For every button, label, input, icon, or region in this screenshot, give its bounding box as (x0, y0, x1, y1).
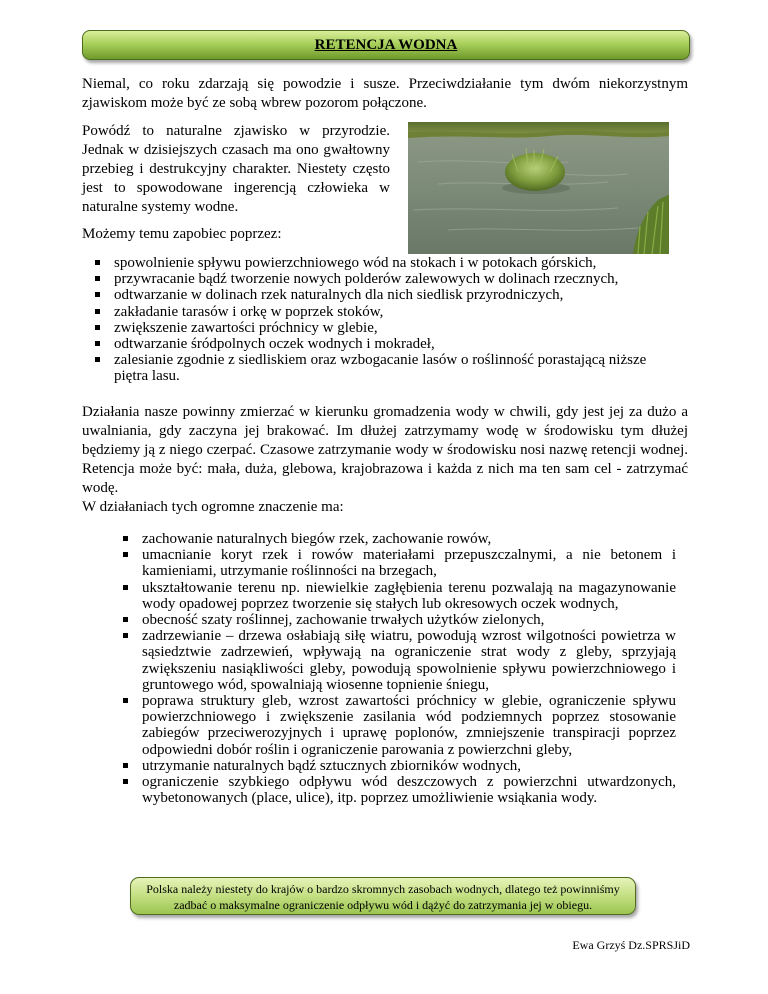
intro-paragraph: Niemal, co roku zdarzają się powodzie i susze. Przeciwdziałanie tym dwóm niekorzystnym zjawiskom może być ze sobą wbrew pozorom połączone. (82, 76, 688, 111)
bullet-square-icon (123, 585, 128, 590)
bullet-square-icon (95, 276, 100, 281)
list-item: zakładanie tarasów i orkę w poprzek stoków, (114, 304, 674, 320)
actions-paragraph: Działania nasze powinny zmierzać w kierunku gromadzenia wody w chwili, gdy jest jej za dużo a uwalniania, gdy zaczyna jej brakować. Im dłużej zatrzymamy wodę w środowisku tym dłużej będziemy ją z niego czerpać. Czasowe zatrzymanie wody w środowisku nosi nazwę retencji wodnej. Retencja może być: mała, duża, glebowa, krajobrazowa i każda z nich ma ten sam cel - zatrzymać wodę. (82, 404, 688, 496)
list-item: przywracanie bądź tworzenie nowych polderów zalewowych w dolinach rzecznych, (114, 271, 674, 287)
list-item: zadrzewianie – drzewa osłabiają siłę wiatru, powodują wzrost wilgotności powietrza w sąsiedztwie zadrzewień, wpływają na ograniczenie strat wody z gleby, sprzyjają zwiększeniu nasiąkliwości gleby, powodują spowolnienie spływu powierzchniowego i gruntowego wód, spowalniają wiosenne topnienie śniegu, (142, 628, 676, 693)
page-title: RETENCJA WODNA (82, 30, 690, 60)
list-item: zwiększenie zawartości próchnicy w glebie, (114, 320, 674, 336)
list-item: spowolnienie spływu powierzchniowego wód na stokach i w potokach górskich, (114, 255, 674, 271)
author-signature: Ewa Grzyś Dz.SPRSJiD (572, 938, 690, 952)
list-item: ograniczenie szybkiego odpływu wód deszczowych z powierzchni utwardzonych, wybetonowanych (place, ulice), itp. poprzez umożliwienie wsiąkania wody. (142, 774, 676, 806)
bullet-square-icon (95, 325, 100, 330)
summary-note-text: Polska należy niestety do krajów o bardzo skromnych zasobach wodnych, dlatego też powinniśmy zadbać o maksymalne ograniczenie odpływu wód i dążyć do zatrzymania jej w obiegu. (146, 882, 620, 912)
list-item: odtwarzanie w dolinach rzek naturalnych dla nich siedlisk przyrodniczych, (114, 287, 674, 303)
bullet-square-icon (123, 536, 128, 541)
bullet-square-icon (95, 357, 100, 362)
bullet-square-icon (123, 552, 128, 557)
bullet-square-icon (95, 292, 100, 297)
list-item: zalesianie zgodnie z siedliskiem oraz wzbogacanie lasów o roślinność porastającą niższe piętra lasu. (114, 352, 674, 384)
list-item: obecność szaty roślinnej, zachowanie trwałych użytków zielonych, (142, 612, 676, 628)
bullet-square-icon (95, 341, 100, 346)
list-item: utrzymanie naturalnych bądź sztucznych zbiorników wodnych, (142, 758, 676, 774)
list-item: poprawa struktury gleb, wzrost zawartości próchnicy w glebie, ograniczenie spływu powierzchniowego i zwiększenie zasilania wód podziemnych poprzez stosowanie zabiegów przeciwerozyjnych i uprawę poplonów, zmniejszenie transpiracji poprzez odpowiedni dobór roślin i ograniczenie parowania z powierzchni gleby, (142, 693, 676, 758)
bullet-square-icon (123, 763, 128, 768)
bullet-square-icon (123, 779, 128, 784)
bullet-square-icon (95, 309, 100, 314)
flood-paragraph: Powódź to naturalne zjawisko w przyrodzie. Jednak w dzisiejszych czasach ma ono gwałtowny przebieg i destrukcyjny charakter. Niestety często jest to spowodowane ingerencją człowieka w naturalne systemy wodne. (82, 123, 390, 215)
bullet-square-icon (95, 260, 100, 265)
importance-list (142, 531, 676, 806)
list-item: zachowanie naturalnych biegów rzek, zachowanie rowów, (142, 531, 676, 547)
list-item: umacnianie koryt rzek i rowów materiałami przepuszczalnymi, a nie betonem i kamieniami, utrzymanie roślinności na brzegach, (142, 547, 676, 579)
summary-note-box (130, 877, 636, 915)
prevention-list (114, 255, 674, 385)
bullet-square-icon (123, 698, 128, 703)
list-item: ukształtowanie terenu np. niewielkie zagłębienia terenu pozwalają na magazynowanie wody opadowej poprzez tworzenie się stałych lub okresowych oczek wodnych, (142, 580, 676, 612)
importance-heading: W działaniach tych ogromne znaczenie ma: (82, 499, 344, 515)
bullet-square-icon (123, 633, 128, 638)
bullet-square-icon (123, 617, 128, 622)
list-item: odtwarzanie śródpolnych oczek wodnych i mokradeł, (114, 336, 674, 352)
prevention-heading: Możemy temu zapobiec poprzez: (82, 226, 282, 242)
